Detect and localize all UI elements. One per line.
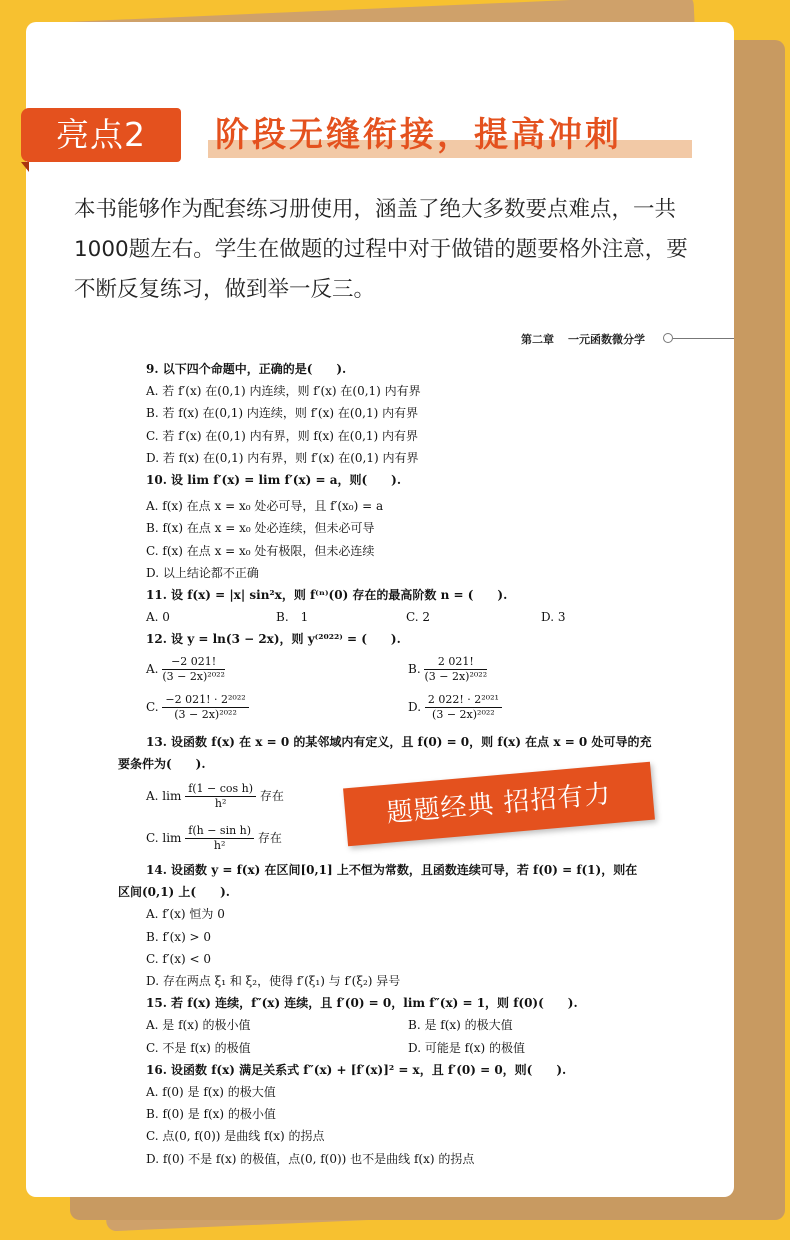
option-tail: 存在 [259,788,284,803]
question-16-option-b: B. f(0) 是 f(x) 的极小值 [146,1107,276,1122]
option-label: B. [408,662,421,677]
question-14-option-b: B. f′(x) > 0 [146,929,212,944]
question-15-option-b: B. 是 f(x) 的极大值 [408,1018,513,1033]
question-13-stem-cont: 要条件为( ). [118,756,206,771]
question-10-option-b: B. f(x) 在点 x = x₀ 处必连续，但未必可导 [146,521,375,536]
question-10-option-c: C. f(x) 在点 x = x₀ 处有极限，但未必连续 [146,543,375,558]
question-14-stem-cont: 区间(0,1) 上( ). [118,885,230,900]
question-14-option-d: D. 存在两点 ξ₁ 和 ξ₂，使得 f′(ξ₁) 与 f′(ξ₂) 异号 [146,974,401,989]
question-15-options-cd [118,1037,708,1059]
option-label: C. lim [146,830,182,845]
question-9-option-d: D. 若 f(x) 在(0,1) 内有界，则 f′(x) 在(0,1) 内有界 [146,450,419,465]
denominator: (3 − 2x)²⁰²² [424,670,488,684]
fraction [185,782,256,811]
promo-stamp: 题题经典 招招有力 [343,762,655,847]
chapter-title: 一元函数微分学 [568,333,645,346]
numerator: −2 021! · 2²⁰²² [162,693,248,708]
numerator: f(1 − cos h) [185,782,256,797]
question-14-stem: 14. 设函数 y = f(x) 在区间[0,1] 上不恒为常数，且函数连续可导，若 f(0) = f(1)，则在 [146,863,638,878]
intro-paragraph: 本书能够作为配套练习册使用，涵盖了绝大多数要点难点，一共1000题左右。学生在做题的过程中对于做错的题要格外注意，要不断反复练习，做到举一反三。 [74,197,688,302]
denominator: h² [213,838,226,852]
denominator: (3 − 2x)²⁰²² [432,708,495,722]
question-16-option-d: D. f(0) 不是 f(x) 的极值，点(0, f(0)) 也不是曲线 f(x) 的拐点 [146,1151,475,1166]
denominator: (3 − 2x)²⁰²² [162,670,225,684]
question-12-option-a [146,655,408,684]
question-11-option-c: C. 2 [406,610,431,625]
question-15-option-d: D. 可能是 f(x) 的极值 [408,1040,526,1055]
question-12-option-d [408,693,502,722]
fraction [162,693,248,722]
question-12-option-c [146,693,408,722]
question-12-options-ab [118,651,708,689]
denominator: h² [214,796,227,810]
headline: 阶段无缝衔接，提高冲刺 [215,115,622,155]
denominator: (3 − 2x)²⁰²² [174,708,237,722]
question-10-stem: 10. 设 lim f′(x) = lim f′(x) = a，则( ). [146,473,402,488]
question-16-stem: 16. 设函数 f(x) 满足关系式 f″(x) + [f′(x)]² = x，且 f′(0) = 0，则( ). [146,1062,567,1077]
question-11-option-a: A. 0 [146,610,170,625]
numerator: 2 022! · 2²⁰²¹ [425,693,502,708]
question-10-option-d: D. 以上结论都不正确 [146,565,259,580]
question-10-option-a: A. f(x) 在点 x = x₀ 处必可导，且 f′(x₀) = a [146,499,384,514]
question-9-option-b: B. 若 f(x) 在(0,1) 内连续，则 f′(x) 在(0,1) 内有界 [146,406,419,421]
question-14-option-a: A. f′(x) 恒为 0 [146,907,225,922]
question-11-stem: 11. 设 f(x) = |x| sin²x，则 f⁽ⁿ⁾(0) 存在的最高阶数 n = ( ). [146,588,508,603]
numerator: 2 021! [424,655,487,670]
option-label: C. [146,700,159,715]
highlight-badge: 亮点2 [21,108,181,162]
option-label: A. [146,662,159,677]
fraction [185,824,254,853]
question-15-options-ab [118,1014,708,1036]
question-15-option-a: A. 是 f(x) 的极小值 [146,1018,251,1033]
chapter-header [521,331,659,347]
chapter-rule [673,338,734,339]
question-13-stem: 13. 设函数 f(x) 在 x = 0 的某邻域内有定义，且 f(0) = 0，则 f(x) 在点 x = 0 处可导的充 [146,734,652,749]
fraction [162,655,225,684]
question-15-stem: 15. 若 f(x) 连续，f″(x) 连续，且 f′(0) = 0，lim f″(x) = 1，则 f(0)( ). [146,996,578,1011]
question-11-option-b: B. 1 [276,610,309,625]
option-label: A. lim [146,788,182,803]
question-9-option-a: A. 若 f′(x) 在(0,1) 内连续，则 f′(x) 在(0,1) 内有界 [146,384,421,399]
question-16-option-a: A. f(0) 是 f(x) 的极大值 [146,1085,276,1100]
question-11-options [118,606,708,628]
question-9-option-c: C. 若 f′(x) 在(0,1) 内有界，则 f(x) 在(0,1) 内有界 [146,428,419,443]
fraction [425,693,502,722]
chapter-marker-icon [663,333,673,343]
question-11-option-d: D. 3 [541,610,566,625]
fraction [424,655,487,684]
numerator: −2 021! [162,655,225,670]
badge-fold [21,162,29,172]
question-9-stem: 9. 以下四个命题中，正确的是( ). [146,362,347,376]
question-16-option-c: C. 点(0, f(0)) 是曲线 f(x) 的拐点 [146,1129,325,1144]
question-12-stem: 12. 设 y = ln(3 − 2x)，则 y⁽²⁰²²⁾ = ( ). [146,632,401,647]
numerator: f(h − sin h) [185,824,254,839]
option-label: D. [408,700,422,715]
question-12-options-cd [118,689,708,727]
chapter-label: 第二章 [521,333,554,346]
question-15-option-c: C. 不是 f(x) 的极值 [146,1040,251,1055]
question-12-option-b [408,655,487,684]
option-tail: 存在 [257,830,282,845]
question-14-option-c: C. f′(x) < 0 [146,951,211,966]
